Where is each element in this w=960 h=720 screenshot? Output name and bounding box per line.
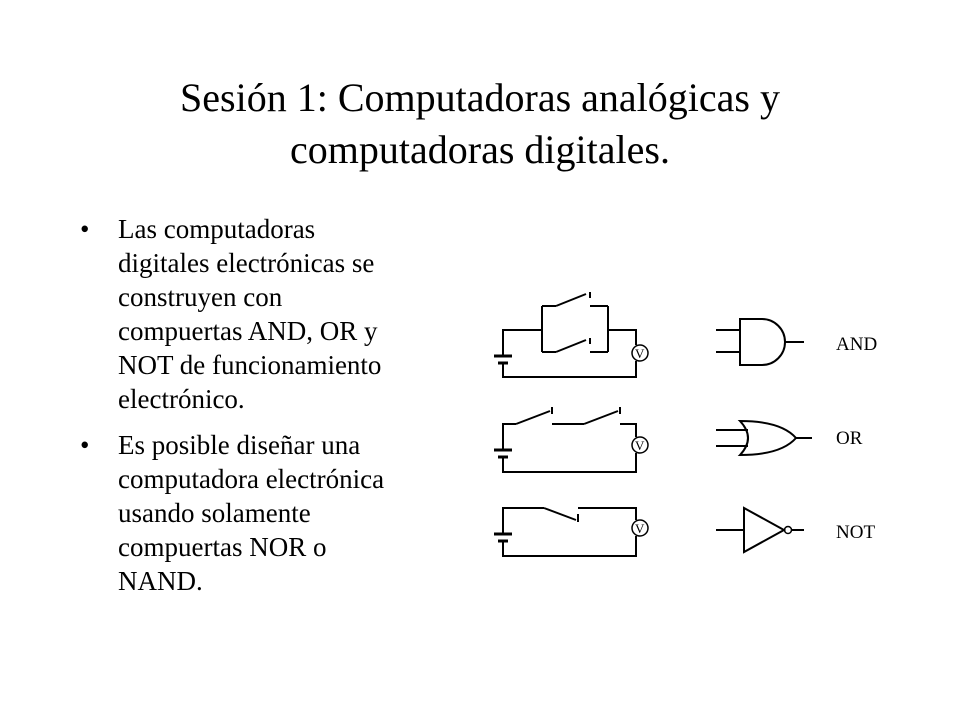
title-line-2: computadoras digitales.	[290, 127, 670, 172]
bullet-2-line-3: usando solamente	[118, 498, 311, 528]
battery-icon-1	[494, 356, 512, 363]
bullet-2-line-2: computadora electrónica	[118, 464, 385, 494]
circuit-gate-diagram	[486, 284, 916, 579]
circuit-single-switch	[494, 508, 648, 556]
voltmeter-label-2: V	[635, 438, 645, 453]
bullet-1-line-1: Las computadoras	[118, 214, 316, 244]
slide-title	[0, 72, 960, 176]
bullet-2-line-4: compuertas NOR o	[118, 532, 327, 562]
bullet-marker: •	[80, 214, 90, 244]
bullet-item-2	[80, 428, 450, 598]
not-label: NOT	[836, 522, 876, 543]
bullet-marker: •	[80, 430, 90, 460]
bullet-2-line-5: NAND.	[118, 566, 203, 596]
or-gate-icon	[716, 421, 812, 455]
bullet-1-line-4: compuertas AND, OR y	[118, 316, 378, 346]
battery-icon-2	[494, 450, 512, 457]
battery-icon-3	[494, 534, 512, 541]
bullet-2-line-1: Es posible diseñar una	[118, 430, 361, 460]
circuit-series-switches	[494, 407, 648, 472]
switch-top	[556, 294, 586, 306]
circuit-parallel-switches	[494, 292, 648, 377]
switch-bottom	[556, 340, 586, 352]
or-label: OR	[836, 428, 863, 449]
bullet-1-line-6: electrónico.	[118, 384, 245, 414]
bullet-1-line-2: digitales electrónicas se	[118, 248, 375, 278]
voltmeter-label-1: V	[635, 346, 645, 361]
title-line-1: Sesión 1: Computadoras analógicas y	[180, 75, 780, 120]
voltmeter-label-3: V	[635, 521, 645, 536]
not-gate-icon	[716, 508, 804, 552]
and-label: AND	[836, 334, 878, 355]
diagram-svg	[486, 284, 916, 574]
bullet-item-1	[80, 212, 450, 416]
and-gate-icon	[716, 319, 804, 365]
bullet-1-line-5: NOT de funcionamiento	[118, 350, 382, 380]
bullet-1-line-3: construyen con	[118, 282, 283, 312]
bullet-list	[80, 212, 450, 610]
